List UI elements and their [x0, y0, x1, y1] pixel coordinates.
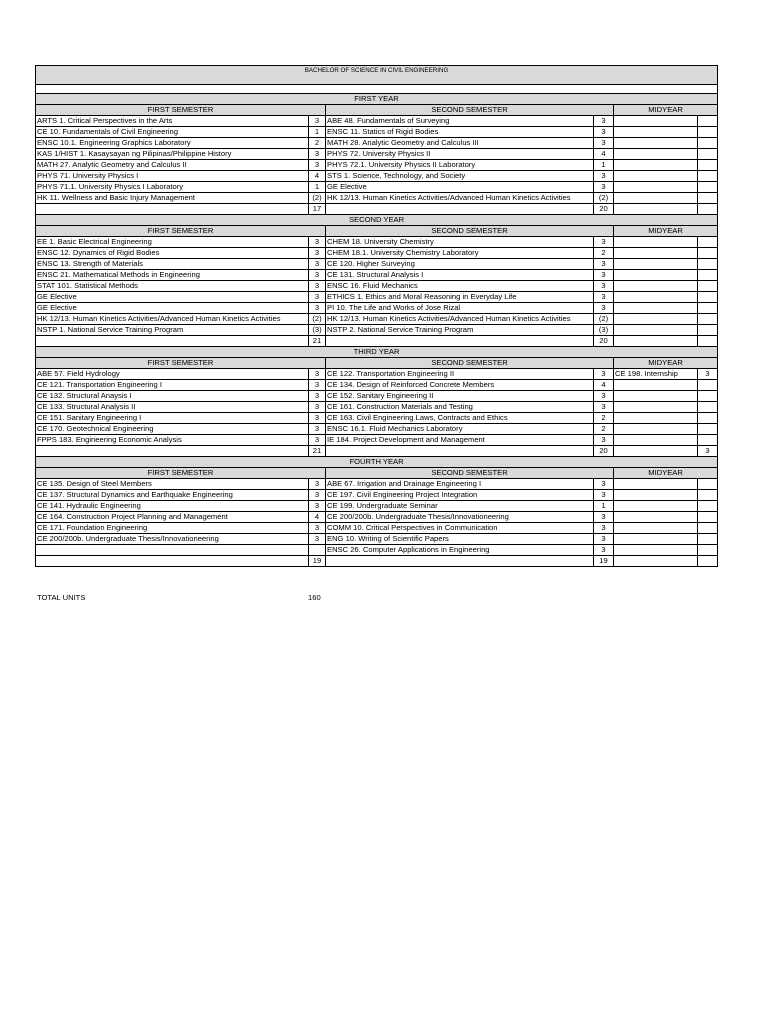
second-sem-course: CE 134. Design of Reinforced Concrete Members [326, 380, 594, 391]
second-sem-units: 3 [594, 512, 614, 523]
midyear-total [698, 336, 718, 347]
second-sem-units: 4 [594, 380, 614, 391]
first-sem-course: ENSC 12. Dynamics of Rigid Bodies [36, 248, 309, 259]
empty-cell [614, 116, 698, 127]
year-header-row [36, 457, 718, 468]
second-sem-units: (3) [594, 325, 614, 336]
second-sem-course: CE 199. Undergraduate Seminar [326, 501, 594, 512]
first-sem-units: 3 [309, 149, 326, 160]
first-sem-course: CE 121. Transportation Engineering I [36, 380, 309, 391]
first-semester-header: FIRST SEMESTER [36, 468, 326, 479]
second-sem-units: 3 [594, 490, 614, 501]
second-sem-course: CE 131. Structural Analysis I [326, 270, 594, 281]
first-sem-course: EE 1. Basic Electrical Engineering [36, 237, 309, 248]
empty-cell [698, 116, 718, 127]
empty-cell [614, 149, 698, 160]
second-sem-course: CE 152. Sanitary Engineering II [326, 391, 594, 402]
empty-cell [614, 490, 698, 501]
first-sem-units: (3) [309, 325, 326, 336]
first-sem-units: 3 [309, 534, 326, 545]
first-sem-course: CE 170. Geotechnical Engineering [36, 424, 309, 435]
first-sem-course: PHYS 71. University Physics I [36, 171, 309, 182]
first-sem-units: 3 [309, 479, 326, 490]
empty-cell [614, 413, 698, 424]
course-row [36, 523, 718, 534]
empty-cell [614, 402, 698, 413]
course-row [36, 314, 718, 325]
second-sem-course: PI 10. The Life and Works of Jose Rizal [326, 303, 594, 314]
empty-cell [698, 270, 718, 281]
empty-cell [698, 402, 718, 413]
first-sem-course: CE 132. Structural Anaysis I [36, 391, 309, 402]
first-sem-units: 3 [309, 292, 326, 303]
first-sem-course: FPPS 183. Engineering Economic Analysis [36, 435, 309, 446]
empty-cell [614, 314, 698, 325]
empty-cell [614, 556, 698, 567]
course-row [36, 490, 718, 501]
midyear-units: 3 [698, 369, 718, 380]
first-sem-units: 3 [309, 270, 326, 281]
first-sem-units: 3 [309, 237, 326, 248]
first-semester-header: FIRST SEMESTER [36, 226, 326, 237]
second-sem-course: GE Elective [326, 182, 594, 193]
course-row [36, 182, 718, 193]
first-sem-total: 21 [309, 446, 326, 457]
first-sem-units: 4 [309, 171, 326, 182]
empty-cell [614, 248, 698, 259]
empty-cell [614, 435, 698, 446]
first-sem-total: 17 [309, 204, 326, 215]
semester-total-row [36, 204, 718, 215]
year-label: FIRST YEAR [36, 94, 718, 105]
second-sem-units: (2) [594, 193, 614, 204]
first-sem-units: 3 [309, 369, 326, 380]
empty-cell [36, 545, 309, 556]
midyear-header: MIDYEAR [614, 468, 718, 479]
semester-header-row [36, 468, 718, 479]
empty-cell [698, 479, 718, 490]
course-row [36, 237, 718, 248]
first-sem-course: NSTP 1. National Service Training Program [36, 325, 309, 336]
empty-cell [698, 413, 718, 424]
second-sem-units: 2 [594, 413, 614, 424]
empty-cell [698, 314, 718, 325]
empty-cell [614, 182, 698, 193]
second-sem-units: 3 [594, 182, 614, 193]
empty-cell [614, 303, 698, 314]
empty-cell [326, 446, 594, 457]
second-sem-units: 3 [594, 391, 614, 402]
empty-cell [698, 171, 718, 182]
semester-header-row [36, 105, 718, 116]
empty-cell [698, 160, 718, 171]
second-sem-course: STS 1. Science, Technology, and Society [326, 171, 594, 182]
first-sem-units: 3 [309, 413, 326, 424]
second-sem-units: 3 [594, 303, 614, 314]
semester-header-row [36, 358, 718, 369]
spacer [36, 85, 718, 94]
first-sem-units: 4 [309, 512, 326, 523]
second-sem-units: 1 [594, 160, 614, 171]
empty-cell [698, 501, 718, 512]
first-semester-header: FIRST SEMESTER [36, 105, 326, 116]
curriculum-sheet [35, 65, 717, 567]
year-header-row [36, 94, 718, 105]
second-sem-course: ABE 48. Fundamentals of Surveying [326, 116, 594, 127]
second-semester-header: SECOND SEMESTER [326, 468, 614, 479]
empty-cell [309, 545, 326, 556]
course-row [36, 292, 718, 303]
midyear-header: MIDYEAR [614, 105, 718, 116]
empty-cell [614, 501, 698, 512]
year-header-row [36, 215, 718, 226]
second-sem-course: CHEM 18. University Chemistry [326, 237, 594, 248]
midyear-total [698, 556, 718, 567]
second-sem-units: 3 [594, 479, 614, 490]
first-sem-units: 1 [309, 127, 326, 138]
course-row [36, 138, 718, 149]
sheet-title: BACHELOR OF SCIENCE IN CIVIL ENGINEERING [36, 66, 718, 85]
empty-cell [614, 127, 698, 138]
second-sem-course: ENSC 16.1. Fluid Mechanics Laboratory [326, 424, 594, 435]
empty-cell [698, 490, 718, 501]
midyear-total: 3 [698, 446, 718, 457]
second-sem-units: 3 [594, 259, 614, 270]
midyear-header: MIDYEAR [614, 358, 718, 369]
empty-cell [698, 534, 718, 545]
second-sem-course: ENSC 26. Computer Applications in Engineering [326, 545, 594, 556]
first-sem-course: ABE 57. Field Hydrology [36, 369, 309, 380]
semester-header-row [36, 226, 718, 237]
course-row [36, 380, 718, 391]
empty-cell [698, 248, 718, 259]
first-sem-total: 21 [309, 336, 326, 347]
course-row [36, 281, 718, 292]
empty-cell [698, 281, 718, 292]
first-sem-course: PHYS 71.1. University Physics I Laboratory [36, 182, 309, 193]
second-sem-course: CE 161. Construction Materials and Testing [326, 402, 594, 413]
first-sem-course: ARTS 1. Critical Perspectives in the Arts [36, 116, 309, 127]
second-sem-units: (2) [594, 314, 614, 325]
course-row [36, 116, 718, 127]
course-row [36, 270, 718, 281]
first-sem-units: 3 [309, 259, 326, 270]
second-sem-course: ENSC 11. Statics of Rigid Bodies [326, 127, 594, 138]
second-sem-course: ENSC 16. Fluid Mechanics [326, 281, 594, 292]
second-sem-units: 3 [594, 281, 614, 292]
empty-cell [614, 391, 698, 402]
course-row [36, 545, 718, 556]
empty-cell [698, 424, 718, 435]
second-sem-units: 3 [594, 138, 614, 149]
course-row [36, 435, 718, 446]
first-sem-units: 3 [309, 490, 326, 501]
empty-cell [614, 512, 698, 523]
second-sem-course: ETHICS 1. Ethics and Moral Reasoning in Everyday Life [326, 292, 594, 303]
empty-cell [614, 523, 698, 534]
course-row [36, 193, 718, 204]
first-sem-course: CE 151. Sanitary Engineering I [36, 413, 309, 424]
first-sem-units: 3 [309, 391, 326, 402]
empty-cell [36, 556, 309, 567]
first-sem-units: 3 [309, 160, 326, 171]
second-sem-units: 3 [594, 270, 614, 281]
semester-total-row [36, 446, 718, 457]
second-semester-header: SECOND SEMESTER [326, 358, 614, 369]
empty-cell [36, 336, 309, 347]
second-sem-units: 3 [594, 237, 614, 248]
course-row [36, 413, 718, 424]
empty-cell [698, 182, 718, 193]
second-sem-units: 3 [594, 435, 614, 446]
first-sem-course: CE 200/200b. Undergraduate Thesis/Innovationeering [36, 534, 309, 545]
course-row [36, 127, 718, 138]
empty-cell [614, 534, 698, 545]
first-sem-units: 3 [309, 402, 326, 413]
first-sem-units: 3 [309, 248, 326, 259]
second-sem-course: ENG 10. Writing of Scientific Papers [326, 534, 594, 545]
empty-cell [698, 292, 718, 303]
second-sem-course: NSTP 2. National Service Training Program [326, 325, 594, 336]
first-sem-units: 1 [309, 182, 326, 193]
empty-cell [698, 303, 718, 314]
first-sem-course: STAT 101. Statistical Methods [36, 281, 309, 292]
first-sem-course: HK 11. Wellness and Basic Injury Management [36, 193, 309, 204]
first-sem-units: (2) [309, 193, 326, 204]
empty-cell [36, 446, 309, 457]
first-sem-course: CE 135. Design of Steel Members [36, 479, 309, 490]
second-sem-course: CE 197. Civil Engineering Project Integration [326, 490, 594, 501]
empty-cell [614, 204, 698, 215]
second-sem-units: 3 [594, 116, 614, 127]
first-sem-units: 3 [309, 435, 326, 446]
second-sem-course: COMM 10. Critical Perspectives in Communication [326, 523, 594, 534]
first-sem-course: GE Elective [36, 303, 309, 314]
first-sem-course: ENSC 10.1. Engineering Graphics Laboratory [36, 138, 309, 149]
first-sem-units: 3 [309, 424, 326, 435]
semester-total-row [36, 336, 718, 347]
second-sem-units: 3 [594, 545, 614, 556]
empty-cell [326, 336, 594, 347]
second-sem-units: 4 [594, 149, 614, 160]
first-sem-course: CE 171. Foundation Engineering [36, 523, 309, 534]
empty-cell [698, 391, 718, 402]
first-sem-units: 3 [309, 501, 326, 512]
empty-cell [614, 138, 698, 149]
second-sem-course: CE 200/200b. Undergraduate Thesis/Innovationeering [326, 512, 594, 523]
second-sem-total: 19 [594, 556, 614, 567]
midyear-header: MIDYEAR [614, 226, 718, 237]
course-row [36, 248, 718, 259]
empty-cell [614, 479, 698, 490]
second-sem-course: CE 120. Higher Surveying [326, 259, 594, 270]
second-sem-course: HK 12/13. Human Kinetics Activities/Advanced Human Kinetics Activities [326, 193, 594, 204]
second-sem-units: 3 [594, 292, 614, 303]
first-sem-course: ENSC 21. Mathematical Methods in Engineering [36, 270, 309, 281]
midyear-total [698, 204, 718, 215]
first-sem-course: GE Elective [36, 292, 309, 303]
empty-cell [698, 237, 718, 248]
first-sem-course: MATH 27. Analytic Geometry and Calculus II [36, 160, 309, 171]
year-label: FOURTH YEAR [36, 457, 718, 468]
second-sem-total: 20 [594, 204, 614, 215]
course-row [36, 479, 718, 490]
second-sem-course: IE 184. Project Development and Management [326, 435, 594, 446]
second-semester-header: SECOND SEMESTER [326, 226, 614, 237]
total-units-value: 160 [308, 593, 321, 602]
course-row [36, 259, 718, 270]
second-sem-units: 3 [594, 534, 614, 545]
semester-total-row [36, 556, 718, 567]
second-sem-units: 3 [594, 369, 614, 380]
empty-cell [698, 545, 718, 556]
first-sem-course: CE 137. Structural Dynamics and Earthquake Engineering [36, 490, 309, 501]
second-sem-course: PHYS 72.1. University Physics II Laboratory [326, 160, 594, 171]
first-sem-course: CE 141. Hydraulic Engineering [36, 501, 309, 512]
course-row [36, 171, 718, 182]
first-sem-units: 3 [309, 303, 326, 314]
empty-cell [698, 138, 718, 149]
first-sem-course: CE 10. Fundamentals of Civil Engineering [36, 127, 309, 138]
midyear-course: CE 198. Internship [614, 369, 698, 380]
empty-cell [326, 204, 594, 215]
empty-cell [614, 270, 698, 281]
empty-cell [614, 325, 698, 336]
second-sem-units: 3 [594, 523, 614, 534]
first-sem-units: 3 [309, 523, 326, 534]
second-sem-units: 3 [594, 127, 614, 138]
course-row [36, 369, 718, 380]
empty-cell [614, 446, 698, 457]
year-label: THIRD YEAR [36, 347, 718, 358]
second-sem-units: 1 [594, 501, 614, 512]
first-sem-course: KAS 1/HIST 1. Kasaysayan ng Pilipinas/Philippine History [36, 149, 309, 160]
curriculum-table [35, 65, 718, 567]
empty-cell [698, 512, 718, 523]
empty-cell [698, 127, 718, 138]
first-sem-course: ENSC 13. Strength of Materials [36, 259, 309, 270]
course-row [36, 402, 718, 413]
course-row [36, 501, 718, 512]
first-sem-course: CE 133. Structural Analysis II [36, 402, 309, 413]
course-row [36, 325, 718, 336]
empty-cell [614, 424, 698, 435]
second-sem-units: 2 [594, 424, 614, 435]
second-sem-units: 3 [594, 171, 614, 182]
second-semester-header: SECOND SEMESTER [326, 105, 614, 116]
second-sem-total: 20 [594, 336, 614, 347]
empty-cell [698, 259, 718, 270]
first-semester-header: FIRST SEMESTER [36, 358, 326, 369]
second-sem-units: 2 [594, 248, 614, 259]
course-row [36, 391, 718, 402]
empty-cell [614, 281, 698, 292]
second-sem-course: MATH 28. Analytic Geometry and Calculus III [326, 138, 594, 149]
empty-cell [614, 160, 698, 171]
first-sem-units: (2) [309, 314, 326, 325]
empty-cell [36, 204, 309, 215]
first-sem-units: 3 [309, 281, 326, 292]
first-sem-course: HK 12/13. Human Kinetics Activities/Advanced Human Kinetics Activities [36, 314, 309, 325]
course-row [36, 534, 718, 545]
empty-cell [698, 435, 718, 446]
empty-cell [614, 292, 698, 303]
first-sem-units: 3 [309, 380, 326, 391]
empty-cell [614, 171, 698, 182]
second-sem-course: CHEM 18.1. University Chemistry Laboratory [326, 248, 594, 259]
empty-cell [614, 259, 698, 270]
empty-cell [614, 237, 698, 248]
course-row [36, 424, 718, 435]
empty-cell [326, 556, 594, 567]
course-row [36, 149, 718, 160]
first-sem-units: 2 [309, 138, 326, 149]
total-units-label: TOTAL UNITS [37, 593, 86, 602]
empty-cell [698, 149, 718, 160]
second-sem-course: HK 12/13. Human Kinetics Activities/Advanced Human Kinetics Activities [326, 314, 594, 325]
first-sem-total: 19 [309, 556, 326, 567]
empty-cell [698, 193, 718, 204]
course-row [36, 160, 718, 171]
empty-cell [614, 336, 698, 347]
second-sem-course: PHYS 72. University Physics II [326, 149, 594, 160]
empty-cell [698, 325, 718, 336]
course-row [36, 512, 718, 523]
second-sem-total: 20 [594, 446, 614, 457]
second-sem-units: 3 [594, 402, 614, 413]
second-sem-course: ABE 67. Irrigation and Drainage Engineering I [326, 479, 594, 490]
empty-cell [614, 380, 698, 391]
year-header-row [36, 347, 718, 358]
course-row [36, 303, 718, 314]
second-sem-course: CE 163. Civil Engineering Laws, Contracts and Ethics [326, 413, 594, 424]
empty-cell [614, 545, 698, 556]
empty-cell [698, 523, 718, 534]
first-sem-course: CE 164. Construction Project Planning and Management [36, 512, 309, 523]
second-sem-course: CE 122. Transportation Engineering II [326, 369, 594, 380]
empty-cell [614, 193, 698, 204]
year-label: SECOND YEAR [36, 215, 718, 226]
empty-cell [698, 380, 718, 391]
first-sem-units: 3 [309, 116, 326, 127]
